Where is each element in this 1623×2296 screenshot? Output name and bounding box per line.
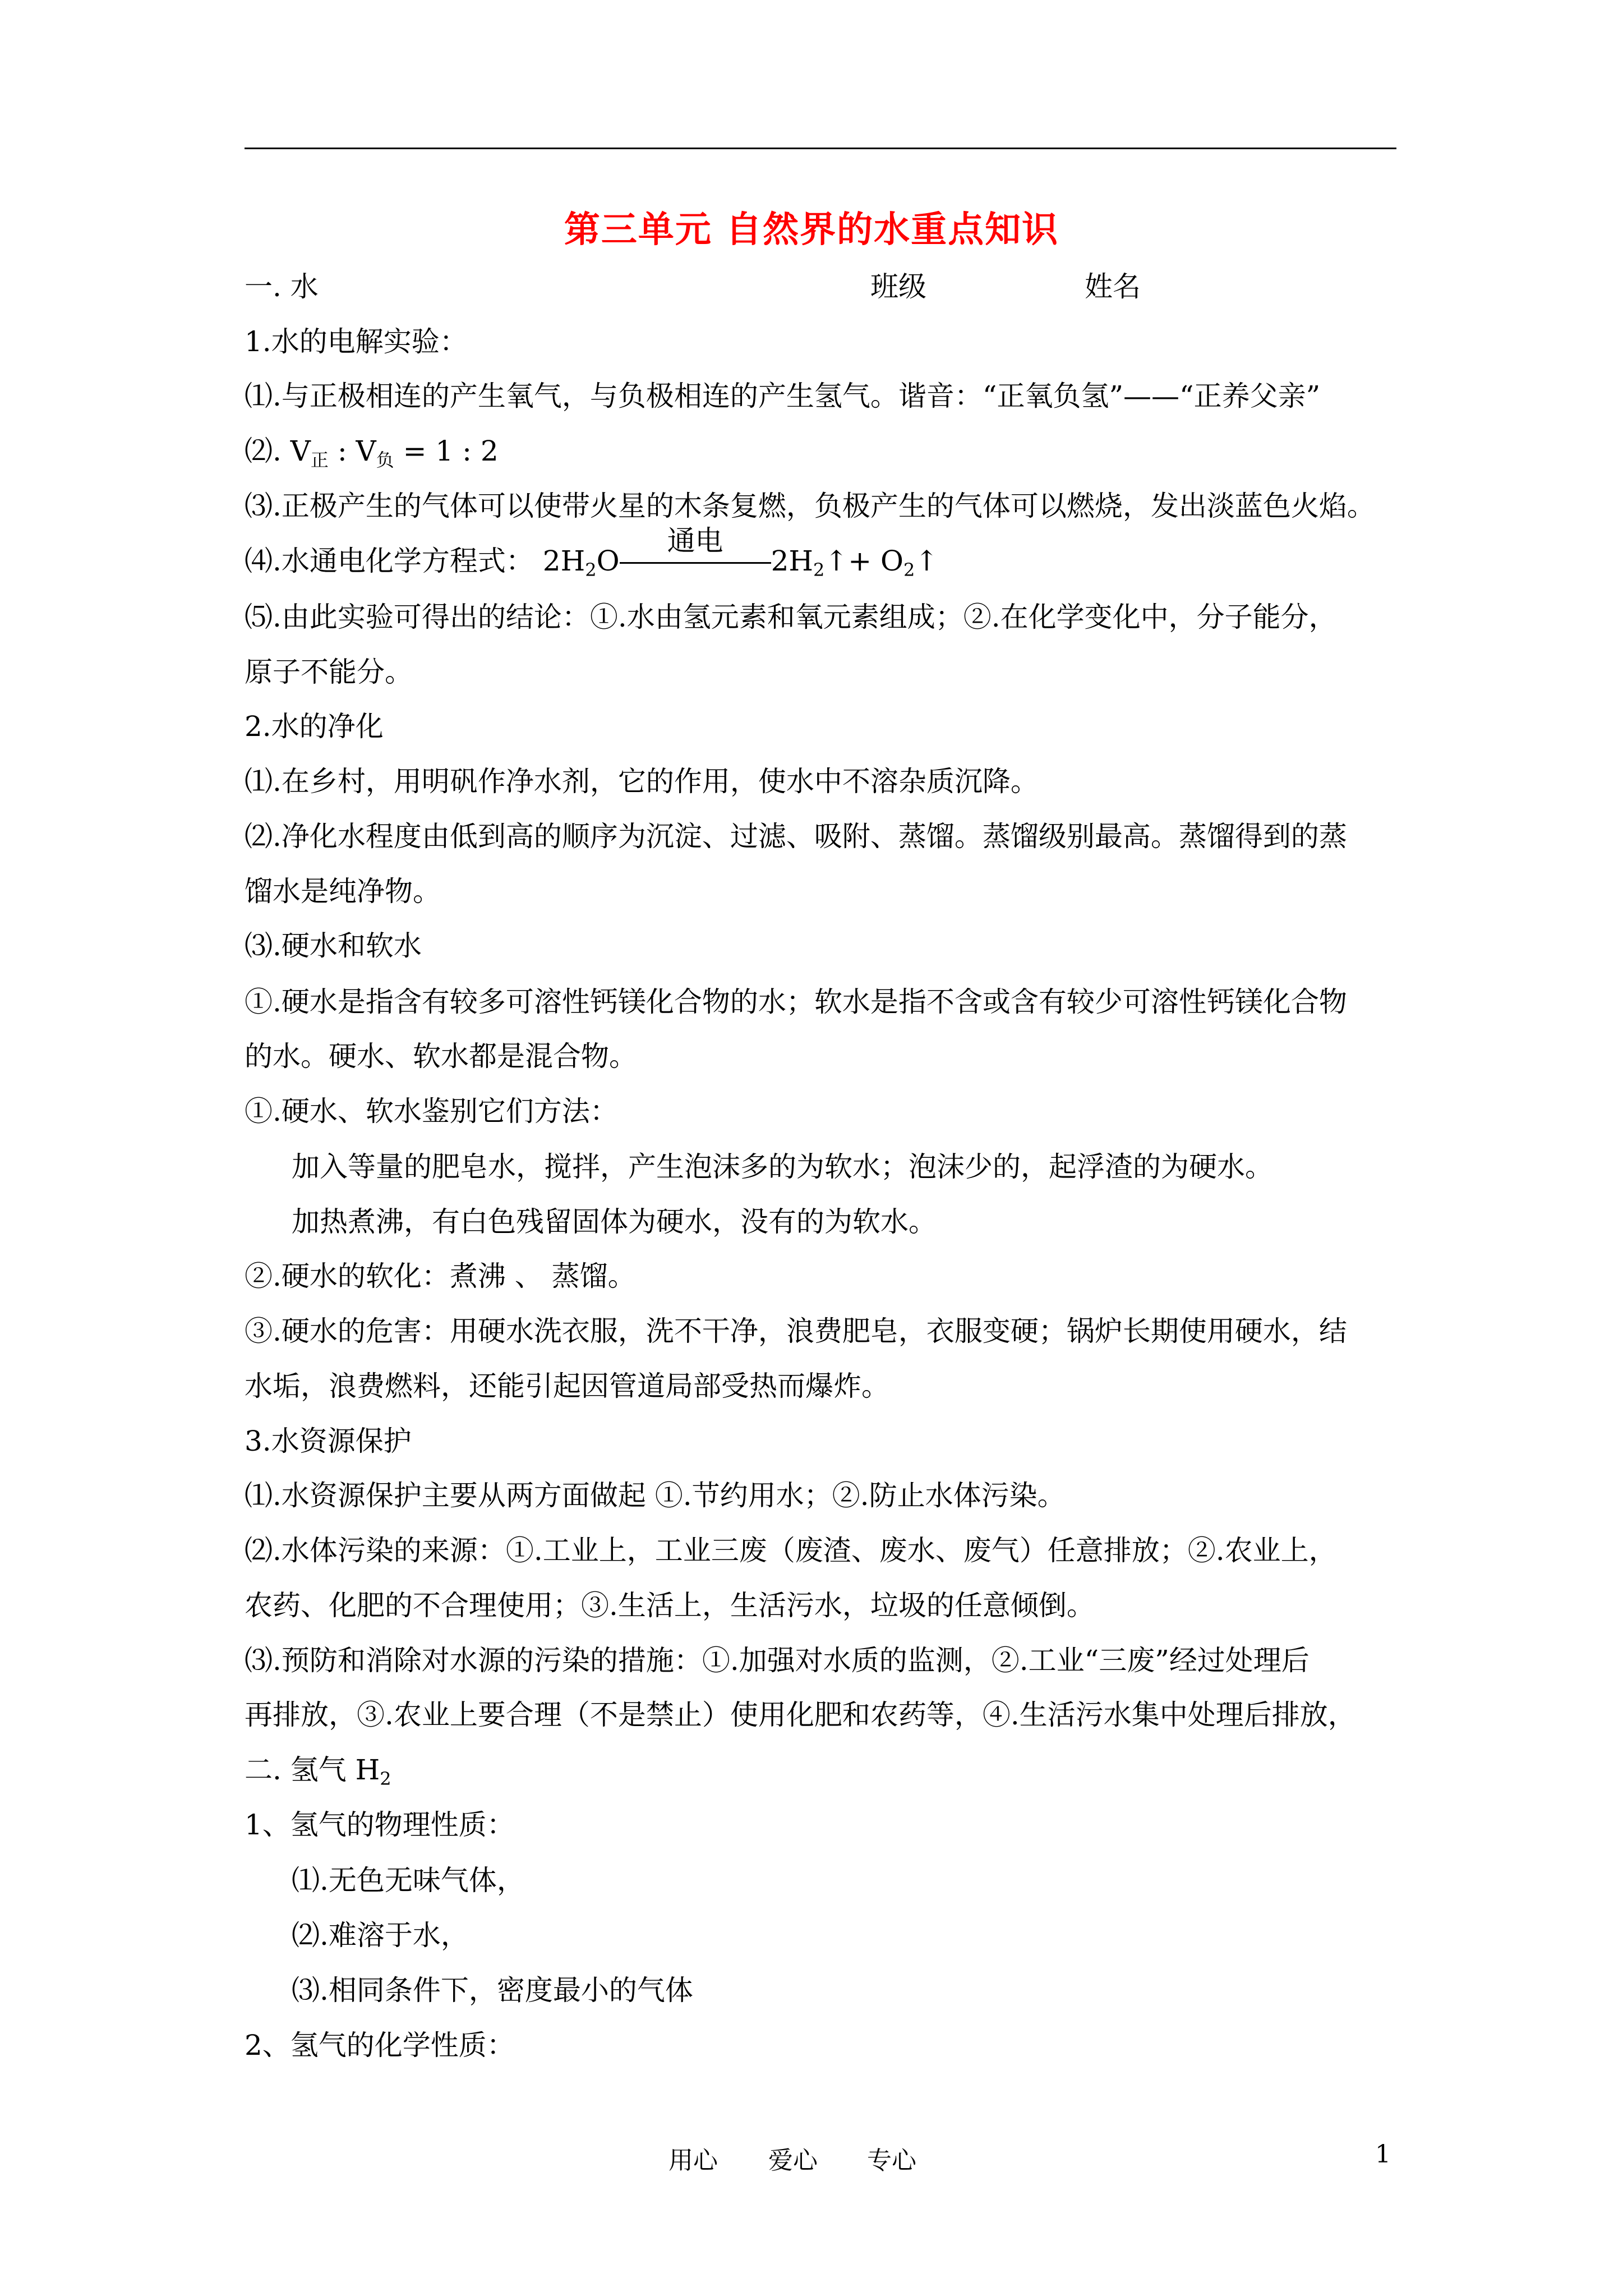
line-25: ⑶.预防和消除对水源的污染的措施：①.加强对水质的监测，②.工业“三废”经过处理后 [245, 1644, 1310, 1677]
line-24: 农药、化肥的不合理使用；③.生活上，生活污水，垃圾的任意倾倒。 [245, 1589, 1095, 1622]
section-heading-hydrogen [245, 1753, 391, 1796]
line-18: ②.硬水的软化：煮沸 、 蒸馏。 [245, 1260, 636, 1292]
line-21: 3.水资源保护 [245, 1425, 412, 1457]
footer-motto-3: 专心 [867, 2146, 916, 2175]
footer-motto-2: 爱心 [768, 2146, 818, 2175]
line-23: ⑵.水体污染的来源：①.工业上，工业三废（废渣、废水、废气）任意排放；②.农业上， [245, 1534, 1337, 1567]
line-26: 再排放，③.农业上要合理（不是禁止）使用化肥和农药等，④.生活污水集中处理后排放， [245, 1699, 1356, 1731]
reaction-condition-arrow [620, 524, 771, 578]
line-15: ①.硬水、软水鉴别它们方法： [245, 1095, 618, 1128]
line-29: ⑴.无色无味气体， [292, 1864, 525, 1897]
text: : V [328, 435, 376, 467]
name-label: 姓名 [1085, 270, 1141, 303]
line-14: 的水。硬水、软水都是混合物。 [245, 1040, 637, 1073]
section-heading-water: 一. 水 [245, 270, 319, 303]
line-02: ⑴.与正极相连的产生氧气，与负极相连的产生氢气。谐音：“正氧负氢”——“正养父亲” [245, 380, 1321, 412]
footer-motto-1: 用心 [668, 2146, 718, 2175]
line-32: 2、氢气的化学性质： [245, 2029, 515, 2062]
line-09: ⑴.在乡村，用明矾作净水剂，它的作用，使水中不溶杂质沉降。 [245, 765, 1039, 798]
line-22: ⑴.水资源保护主要从两方面做起 ①.节约用水；②.防止水体污染。 [245, 1479, 1066, 1512]
text: O [596, 545, 620, 577]
line-17: 加热煮沸，有白色残留固体为硬水，没有的为软水。 [292, 1205, 937, 1238]
text: ⑷.水通电化学方程式： 2H [245, 545, 585, 577]
text: ⑵. V [245, 435, 311, 467]
line-20: 水垢，浪费燃料，还能引起因管道局部受热而爆炸。 [245, 1370, 889, 1402]
line-30: ⑵.难溶于水， [292, 1919, 469, 1952]
class-label: 班级 [870, 270, 926, 303]
line-28: 1、氢气的物理性质： [245, 1809, 515, 1841]
line-05-equation [245, 524, 939, 587]
subscript: 正 [310, 449, 329, 471]
text: ↑+ O [824, 545, 904, 577]
text: ↑ [915, 545, 939, 577]
condition-label: 通电 [667, 524, 723, 557]
subscript: 2 [903, 559, 915, 581]
subscript: 2 [585, 559, 597, 581]
equation-line [620, 562, 771, 564]
line-03-volume-ratio [245, 434, 499, 477]
line-06: ⑸.由此实验可得出的结论：①.水由氢元素和氧元素组成；②.在化学变化中，分子能分， [245, 601, 1337, 633]
line-04: ⑶.正极产生的气体可以使带火星的木条复燃，负极产生的气体可以燃烧，发出淡蓝色火焰。 [245, 490, 1375, 522]
line-19: ③.硬水的危害：用硬水洗衣服，洗不干净，浪费肥皂，衣服变硬；锅炉长期使用硬水，结 [245, 1315, 1347, 1347]
text: 2H [771, 545, 813, 577]
text: = 1 : 2 [394, 435, 499, 467]
header-rule [245, 148, 1396, 149]
line-16: 加入等量的肥皂水，搅拌，产生泡沫多的为软水；泡沫少的，起浮渣的为硬水。 [292, 1151, 1273, 1183]
line-31: ⑶.相同条件下，密度最小的气体 [292, 1974, 693, 2007]
page-number: 1 [1375, 2140, 1391, 2169]
page-title: 第三单元 自然界的水重点知识 [564, 209, 1059, 251]
subscript: 2 [380, 1768, 391, 1789]
line-07: 原子不能分。 [245, 656, 413, 688]
line-10: ⑵.净化水程度由低到高的顺序为沉淀、过滤、吸附、蒸馏。蒸馏级别最高。蒸馏得到的蒸 [245, 820, 1347, 853]
line-11: 馏水是纯净物。 [245, 875, 441, 908]
line-08: 2.水的净化 [245, 710, 384, 743]
subscript: 负 [376, 449, 394, 471]
line-12: ⑶.硬水和软水 [245, 930, 422, 962]
line-13: ①.硬水是指含有较多可溶性钙镁化合物的水；软水是指不含或含有较少可溶性钙镁化合物 [245, 986, 1347, 1018]
line-01: 1.水的电解实验： [245, 325, 468, 358]
text: 二. 氢气 H [245, 1754, 380, 1786]
subscript: 2 [813, 559, 825, 581]
